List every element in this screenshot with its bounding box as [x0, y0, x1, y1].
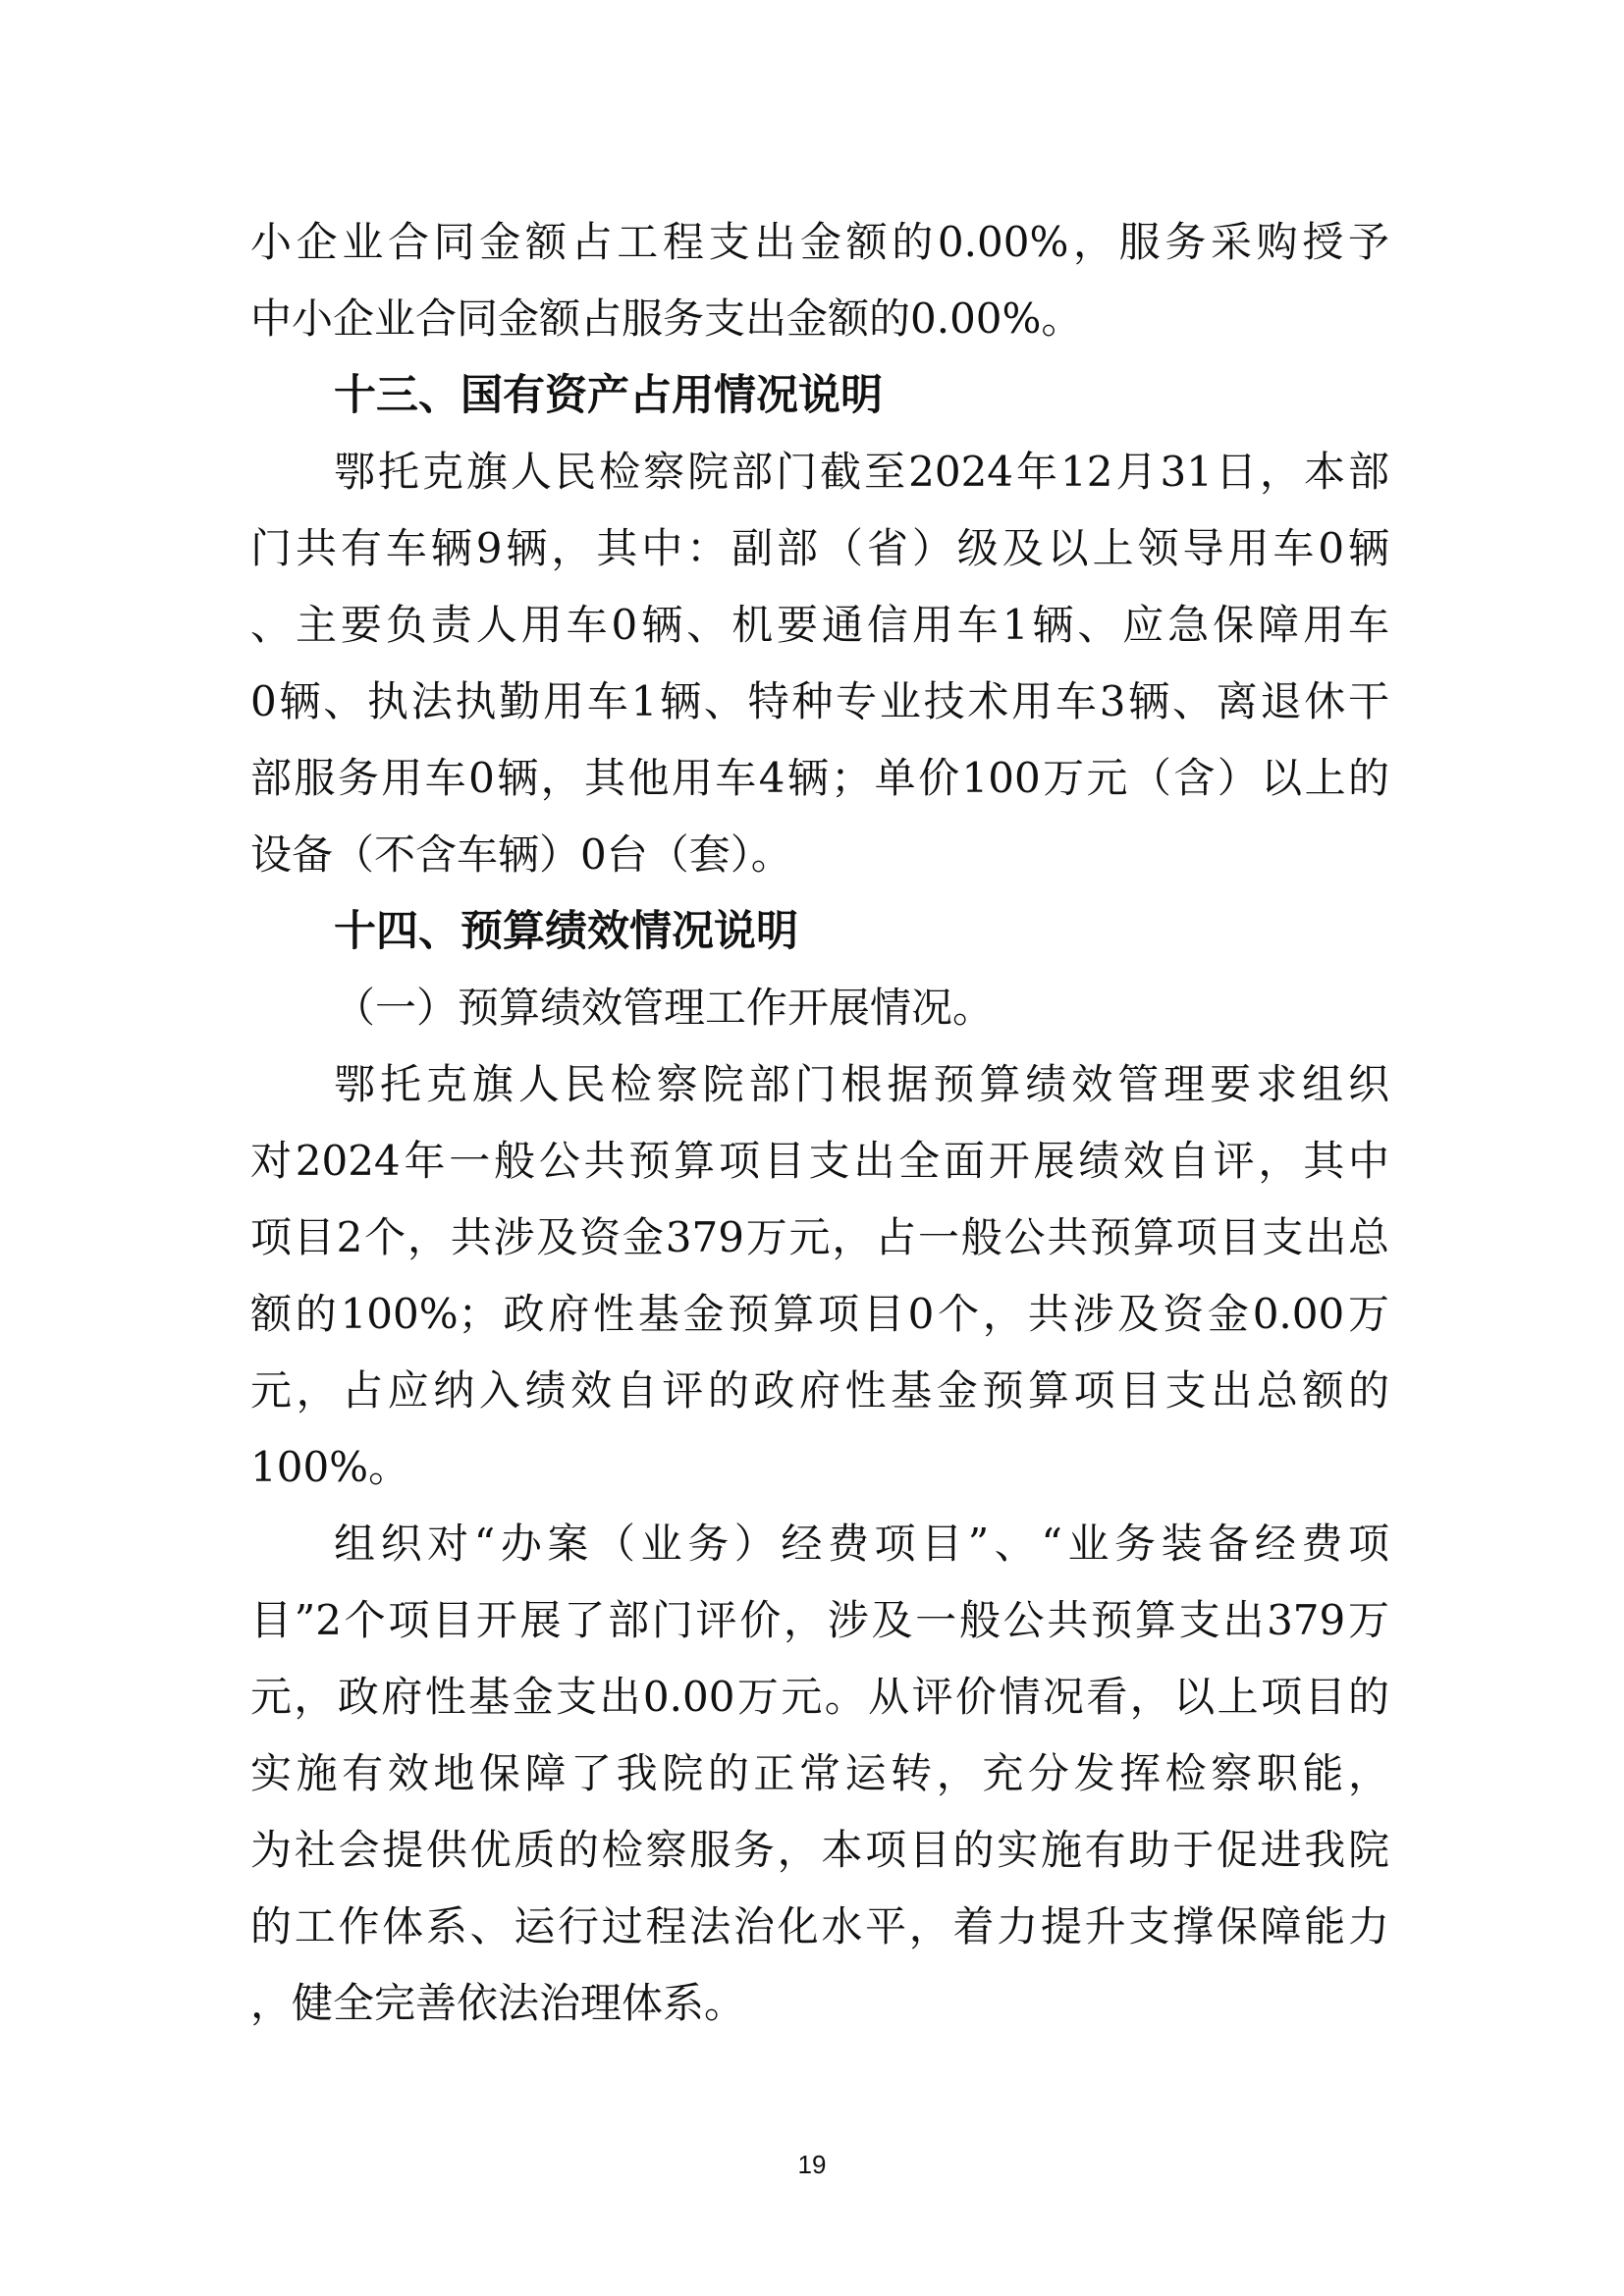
body-line: ，健全完善依法治理体系。: [250, 1979, 746, 2027]
body-line: 100%。: [250, 1443, 410, 1491]
body-line: 鄂托克旗人民检察院部门截至2024年12月31日，本部: [334, 448, 1389, 496]
body-line: 鄂托克旗人民检察院部门根据预算绩效管理要求组织: [334, 1060, 1389, 1108]
body-line: 0辆、执法执勤用车1辆、特种专业技术用车3辆、离退休干: [250, 677, 1389, 725]
body-line: 门共有车辆9辆，其中：副部（省）级及以上领导用车0辆: [250, 524, 1389, 572]
section-heading-14: 十四、预算绩效情况说明: [334, 907, 798, 956]
page-number: 19: [797, 2150, 827, 2179]
body-line: 项目2个，共涉及资金379万元，占一般公共预算项目支出总: [250, 1213, 1389, 1261]
subsection-heading: （一）预算绩效管理工作开展情况。: [334, 984, 995, 1032]
body-line: 额的100%；政府性基金预算项目0个，共涉及资金0.00万: [250, 1290, 1389, 1338]
body-line: 对2024年一般公共预算项目支出全面开展绩效自评，其中: [250, 1137, 1389, 1185]
body-line: 目”2个项目开展了部门评价，涉及一般公共预算支出379万: [250, 1596, 1389, 1644]
body-line: 元，政府性基金支出0.00万元。从评价情况看，以上项目的: [250, 1673, 1389, 1721]
section-heading-13: 十三、国有资产占用情况说明: [334, 371, 883, 420]
body-line: 小企业合同金额占工程支出金额的0.00%，服务采购授予: [250, 218, 1389, 266]
body-line: 设备（不含车辆）0台（套）。: [250, 830, 792, 879]
body-line: 中小企业合同金额占服务支出金额的0.00%。: [250, 294, 1083, 343]
body-line: 、主要负责人用车0辆、机要通信用车1辆、应急保障用车: [250, 601, 1389, 649]
body-line: 的工作体系、运行过程法治化水平，着力提升支撑保障能力: [250, 1902, 1389, 1950]
body-line: 实施有效地保障了我院的正常运转，充分发挥检察职能，: [250, 1749, 1389, 1797]
body-line: 为社会提供优质的检察服务，本项目的实施有助于促进我院: [250, 1826, 1389, 1874]
body-line: 部服务用车0辆，其他用车4辆；单价100万元（含）以上的: [250, 754, 1389, 802]
body-line: 组织对“办案（业务）经费项目”、“业务装备经费项: [334, 1520, 1389, 1568]
body-line: 元，占应纳入绩效自评的政府性基金预算项目支出总额的: [250, 1366, 1389, 1415]
